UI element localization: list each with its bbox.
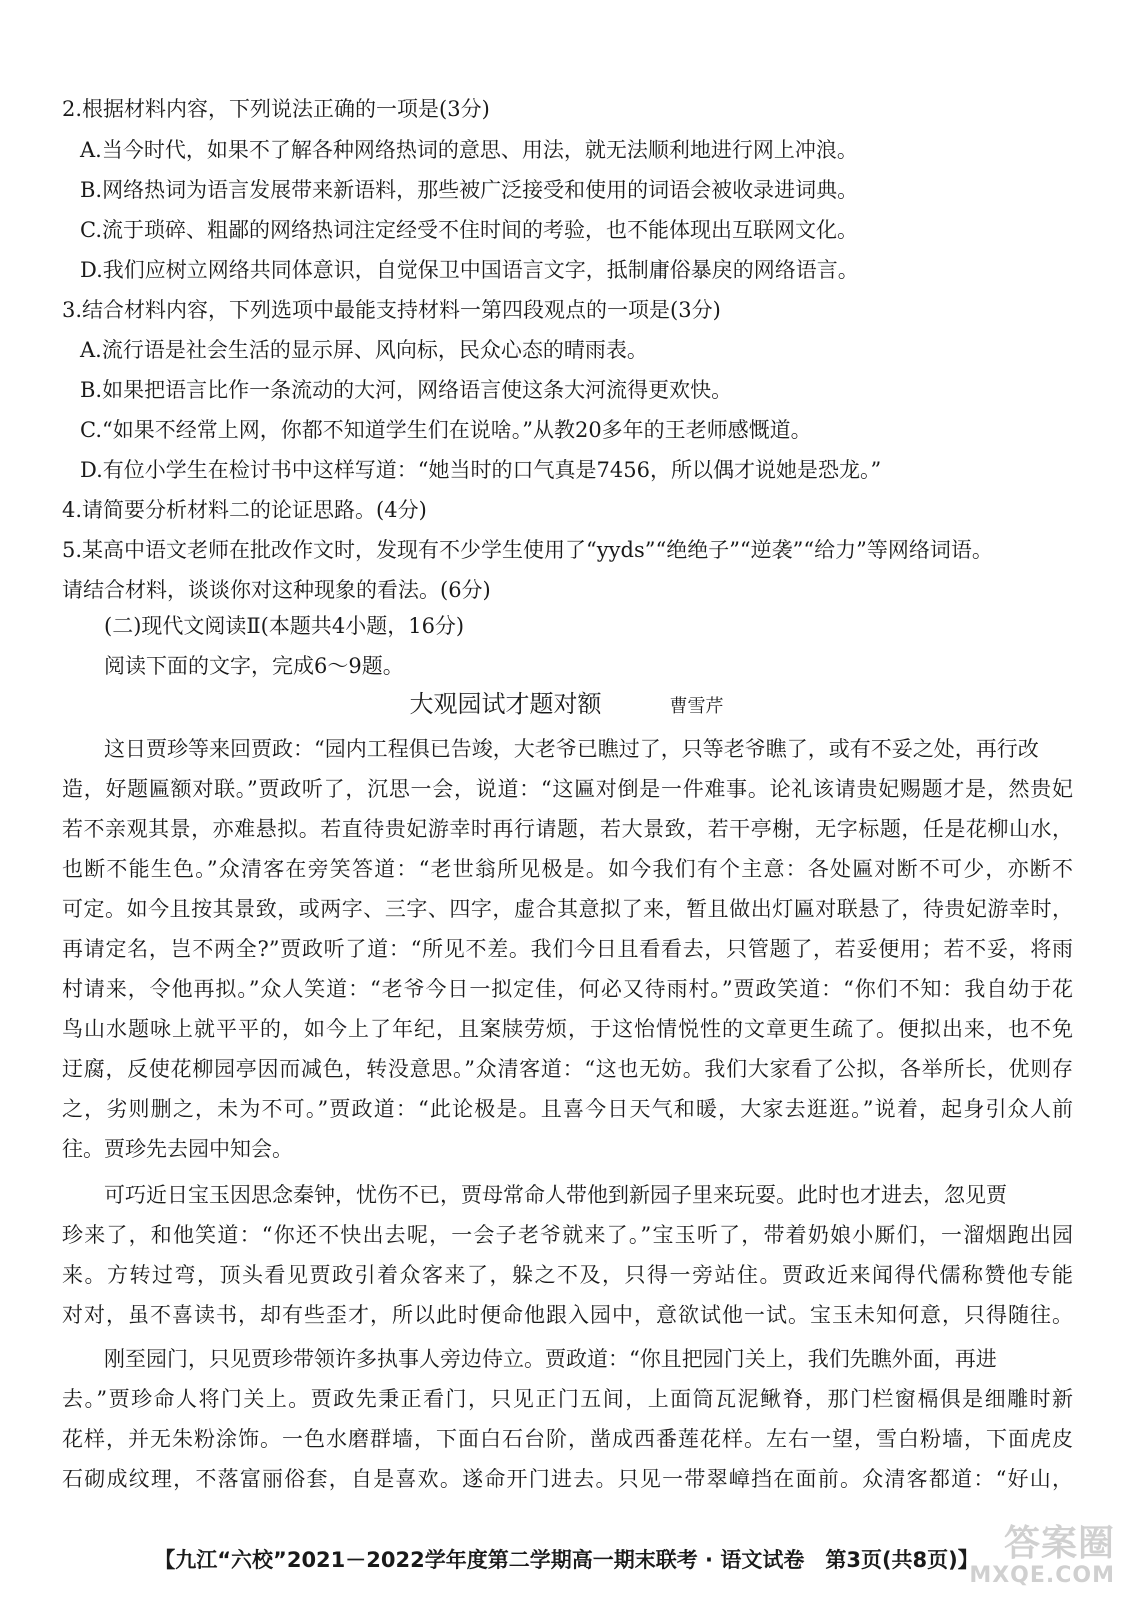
watermark-bottom: MXQE.COM (969, 1563, 1115, 1588)
question-3-option-c: C.“如果不经常上网，你都不知道学生们在说啥。”从教20多年的王老师感慨道。 (80, 418, 812, 442)
passage-line: 之，劣则删之，未为不可。”贾政道：“此论极是。且喜今日天气和暖，大家去逛逛。”说着，起身引众人前 (62, 1097, 1073, 1121)
passage-line: 村请来，令他再拟。”众人笑道：“老爷今日一拟定佳，何必又待雨村。”贾政笑道：“你们不知：我自幼于花 (62, 977, 1073, 1001)
passage-line: 这日贾珍等来回贾政：“园内工程俱已告竣，大老爷已瞧过了，只等老爷瞧了，或有不妥之处，再行改 (104, 737, 1039, 761)
passage-title: 大观园试才题对额 (409, 690, 602, 718)
question-3-option-b: B.如果把语言比作一条流动的大河，网络语言使这条大河流得更欢快。 (80, 378, 733, 402)
passage-line: 鸟山水题咏上就平平的，如今上了年纪，且案牍劳烦，于这怡情悦性的文章更生疏了。便拟出来，也不免 (62, 1017, 1073, 1041)
question-3-option-a: A.流行语是社会生活的显示屏、风向标，民众心态的晴雨表。 (80, 338, 648, 362)
passage-line: 可巧近日宝玉因思念秦钟，忧伤不已，贾母常命人带他到新园子里来玩耍。此时也才进去，忽见贾 (104, 1183, 1007, 1207)
section-instruction: 阅读下面的文字，完成6～9题。 (104, 654, 404, 678)
question-2-option-d: D.我们应树立网络共同体意识，自觉保卫中国语言文字，抵制庸俗暴戾的网络语言。 (80, 258, 859, 282)
passage-line: 往。贾珍先去园中知会。 (62, 1137, 293, 1161)
passage-line: 花样，并无朱粉涂饰。一色水磨群墙，下面白石台阶，凿成西番莲花样。左右一望，雪白粉墙，下面虎皮 (62, 1427, 1073, 1451)
passage-title-block (0, 686, 1133, 725)
watermark-logo (969, 1525, 1115, 1588)
passage-line: 迂腐，反使花柳园亭因而减色，转没意思。”众清客道：“这也无妨。我们大家看了公拟，各举所长，优则存 (62, 1057, 1073, 1081)
question-5-stem-line2: 请结合材料，谈谈你对这种现象的看法。(6分) (62, 578, 491, 602)
question-2-option-a: A.当今时代，如果不了解各种网络热词的意思、用法，就无法顺利地进行网上冲浪。 (80, 138, 858, 162)
passage-line: 也断不能生色。”众清客在旁笑答道：“老世翁所见极是。如今我们有个主意：各处匾对断不可少，亦断不 (62, 857, 1073, 881)
question-4-stem: 4.请简要分析材料二的论证思路。(4分) (62, 498, 427, 522)
passage-line: 石砌成纹理，不落富丽俗套，自是喜欢。遂命开门进去。只见一带翠嶂挡在面前。众清客都道：“好山， (62, 1467, 1073, 1491)
passage-line: 刚至园门，只见贾珍带领许多执事人旁边侍立。贾政道：“你且把园门关上，我们先瞧外面，再进 (104, 1347, 997, 1371)
passage-line: 珍来了，和他笑道：“你还不快出去呢，一会子老爷就来了。”宝玉听了，带着奶娘小厮们，一溜烟跑出园 (62, 1223, 1073, 1247)
question-5-stem-line1: 5.某高中语文老师在批改作文时，发现有不少学生使用了“yyds”“绝绝子”“逆袭”“给力”等网络词语。 (62, 538, 993, 562)
question-3-option-d: D.有位小学生在检讨书中这样写道：“她当时的口气真是7456，所以偶才说她是恐龙。” (80, 458, 882, 482)
section-heading: (二)现代文阅读Ⅱ(本题共4小题，16分) (104, 614, 465, 638)
passage-line: 对对，虽不喜读书，却有些歪才，所以此时便命他跟入园中，意欲试他一试。宝玉未知何意，只得随往。 (62, 1303, 1073, 1327)
question-2-option-c: C.流于琐碎、粗鄙的网络热词注定经受不住时间的考验，也不能体现出互联网文化。 (80, 218, 858, 242)
watermark-top: 答案圈 (1003, 1523, 1115, 1564)
question-2-option-b: B.网络热词为语言发展带来新语料，那些被广泛接受和使用的词语会被收录进词典。 (80, 178, 859, 202)
passage-line: 再请定名，岂不两全?”贾政听了道：“所见不差。我们今日且看看去，只管题了，若妥便用；若不妥，将雨 (62, 937, 1073, 961)
passage-line: 造，好题匾额对联。”贾政听了，沉思一会，说道：“这匾对倒是一件难事。论礼该请贵妃赐题才是，然贵妃 (62, 777, 1073, 801)
page-footer: 【九江“六校”2021－2022学年度第二学期高一期末联考 · 语文试卷 第3页(共8页)】 (154, 1548, 979, 1572)
passage-line: 可定。如今且按其景致，或两字、三字、四字，虚合其意拟了来，暂且做出灯匾对联悬了，待贵妃游幸时， (62, 897, 1073, 921)
passage-author: 曹雪芹 (669, 696, 724, 717)
passage-line: 来。方转过弯，顶头看见贾政引着众客来了，躲之不及，只得一旁站住。贾政近来闻得代儒称赞他专能 (62, 1263, 1073, 1287)
passage-line: 去。”贾珍命人将门关上。贾政先秉正看门，只见正门五间，上面筒瓦泥鳅脊，那门栏窗槅俱是细雕时新 (62, 1387, 1073, 1411)
question-2-stem: 2.根据材料内容，下列说法正确的一项是(3分) (62, 97, 490, 121)
passage-line: 若不亲观其景，亦难悬拟。若直待贵妃游幸时再行请题，若大景致，若干亭榭，无字标题，任是花柳山水， (62, 817, 1073, 841)
question-3-stem: 3.结合材料内容，下列选项中最能支持材料一第四段观点的一项是(3分) (62, 298, 721, 322)
